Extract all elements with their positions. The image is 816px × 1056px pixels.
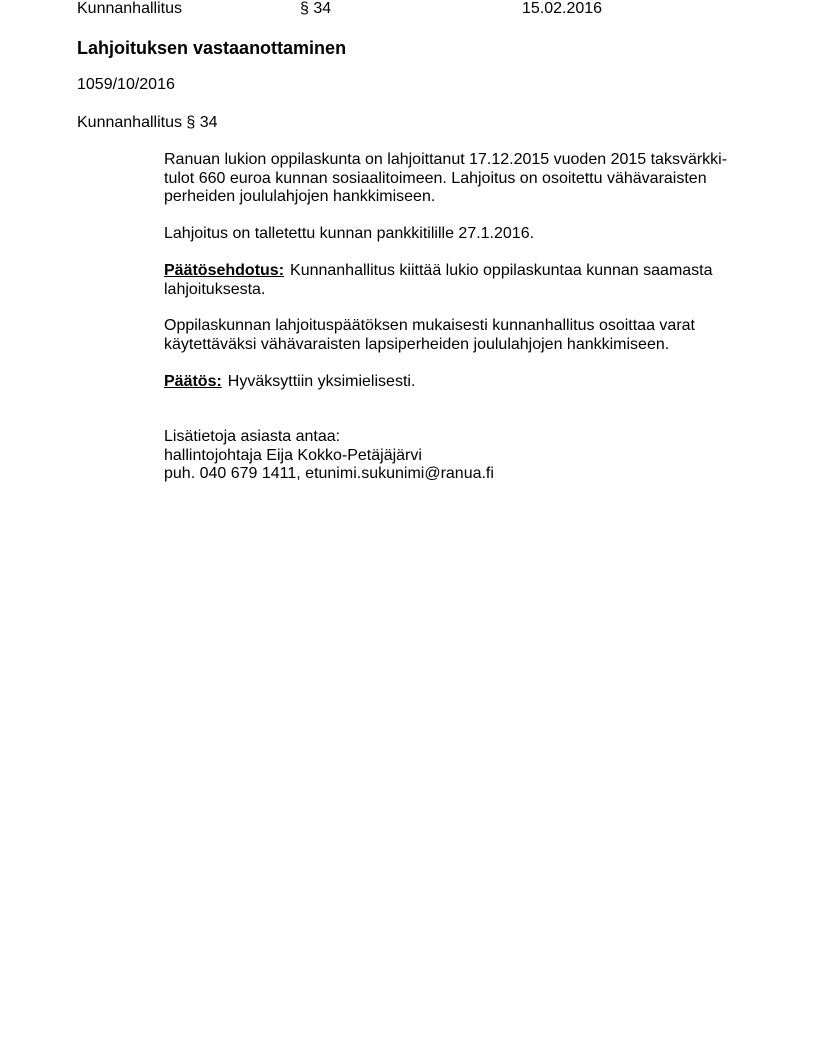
proposal-line (164, 262, 744, 281)
contact-intro: Lisätietoja asiasta antaa: (164, 428, 341, 445)
case-number: 1059/10/2016 (77, 76, 175, 93)
handler-reference: Kunnanhallitus § 34 (77, 114, 218, 131)
decision-block (164, 373, 744, 392)
paragraph-donation (164, 151, 744, 207)
decision-label: Päätös: (164, 373, 222, 390)
contact-name: hallintojohtaja Eija Kokko-Petäjäjärvi (164, 446, 422, 464)
proposal-label: Päätösehdotus: (164, 262, 285, 279)
decision-line (164, 373, 744, 392)
paragraph-line: perheiden joululahjojen hankkimiseen. (164, 188, 436, 205)
decision-text: Hyväksyttiin yksimielisesti. (227, 373, 416, 390)
paragraph-deposit (164, 225, 744, 244)
proposal-line: lahjoituksesta. (164, 280, 266, 298)
contact-phone-email: puh. 040 679 1411, etunimi.sukunimi@ranua.fi (164, 465, 494, 482)
paragraph-line: tulot 660 euroa kunnan sosiaalitoimeen. Lahjoitus on osoitettu vähävaraisten (164, 169, 707, 187)
header-date: 15.02.2016 (522, 0, 603, 17)
page-title: Lahjoituksen vastaanottaminen (77, 38, 347, 58)
header-body: Kunnanhallitus (77, 0, 182, 17)
paragraph-line: Ranuan lukion oppilaskunta on lahjoittanut 17.12.2015 vuoden 2015 taksvärkki- (164, 151, 728, 168)
header-section: § 34 (300, 0, 332, 17)
paragraph-line: Oppilaskunnan lahjoituspäätöksen mukaisesti kunnanhallitus osoittaa varat (164, 317, 695, 334)
paragraph-line: Lahjoitus on talletettu kunnan pankkitilille 27.1.2016. (164, 225, 535, 242)
contact-block (164, 428, 744, 484)
paragraph-line: käytettäväksi vähävaraisten lapsiperheiden joululahjojen hankkimiseen. (164, 335, 670, 353)
proposal-block (164, 262, 744, 299)
paragraph-allocation (164, 317, 744, 354)
proposal-text: Kunnanhallitus kiittää lukio oppilaskuntaa kunnan saamasta (290, 262, 713, 279)
